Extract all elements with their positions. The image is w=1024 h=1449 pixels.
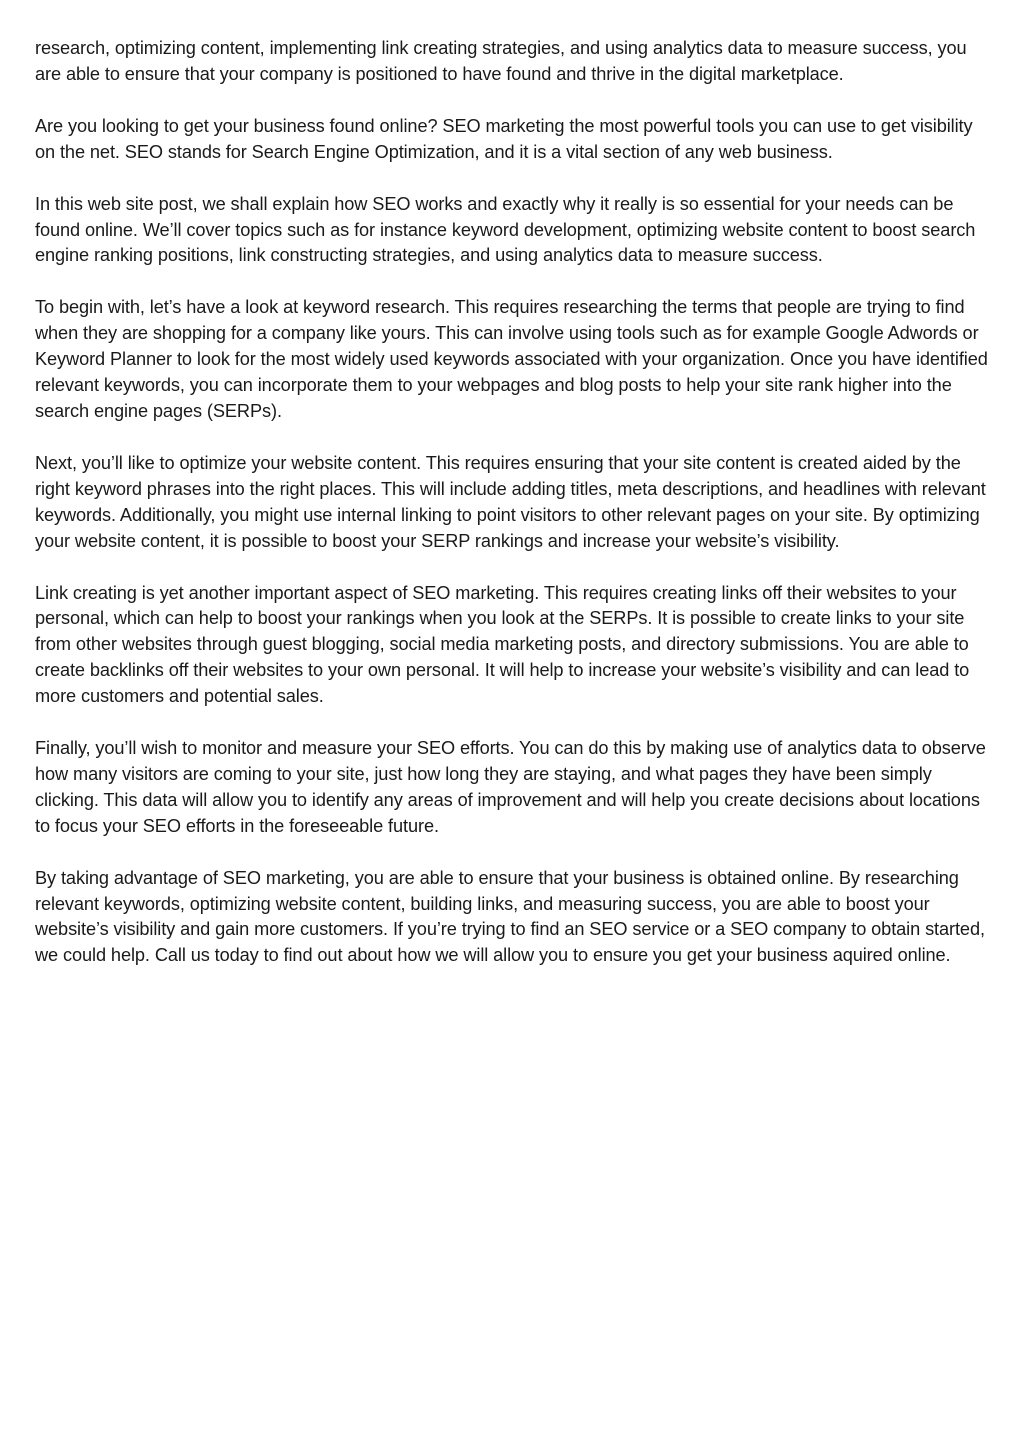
paragraph-3: In this web site post, we shall explain how SEO works and exactly why it really is so essential for your needs can be found online. We’ll cover topics such as for instance keyword development, optimizing website content to boost search engine ranking positions, link constructing strategies, and using analytics data to measure success. <box>35 193 976 266</box>
paragraph-1: research, optimizing content, implementing link creating strategies, and using analytics data to measure success, you are able to ensure that your company is positioned to have found and thrive in the digital marketplace. <box>35 38 967 84</box>
paragraph-4: To begin with, let’s have a look at keyword research. This requires researching the terms that people are trying to find when they are shopping for a company like yours. This can involve using tools such as for example Google Adwords or Keyword Planner to look for the most widely used keywords associated with your organization. Once you have identified relevant keywords, you can incorporate them to your webpages and blog posts to help your site rank higher into the search engine pages (SERPs). <box>35 297 988 421</box>
paragraph-2: Are you looking to get your business found online? SEO marketing the most powerful tools you can use to get visibility on the net. SEO stands for Search Engine Optimization, and it is a vital section of any web business. <box>35 115 973 162</box>
document-body <box>35 36 991 995</box>
paragraph-8: By taking advantage of SEO marketing, you are able to ensure that your business is obtained online. By researching relevant keywords, optimizing website content, building links, and measuring success, you are able to boost your website’s visibility and gain more customers. If you’re trying to find an SEO service or a SEO company to obtain started, we could help. Call us today to find out about how we will allow you to ensure you get your business aquired online. <box>35 867 985 966</box>
paragraph-6: Link creating is yet another important aspect of SEO marketing. This requires creating links off their websites to your personal, which can help to boost your rankings when you look at the SERPs. It is possible to create links to your site from other websites through guest blogging, social media marketing posts, and directory submissions. You are able to create backlinks off their websites to your own personal. It will help to increase your website’s visibility and can lead to more customers and potential sales. <box>35 582 970 707</box>
paragraph-5: Next, you’ll like to optimize your website content. This requires ensuring that your site content is created aided by the right keyword phrases into the right places. This will include adding titles, meta descriptions, and headlines with relevant keywords. Additionally, you might use internal linking to point visitors to other relevant pages on your site. By optimizing your website content, it is possible to boost your SERP rankings and increase your website’s visibility. <box>35 452 986 551</box>
paragraph-7: Finally, you’ll wish to monitor and measure your SEO efforts. You can do this by making use of analytics data to observe how many visitors are coming to your site, just how long they are staying, and what pages they have been simply clicking. This data will allow you to identify any areas of improvement and will help you create decisions about locations to focus your SEO efforts in the foreseeable future. <box>35 738 986 836</box>
